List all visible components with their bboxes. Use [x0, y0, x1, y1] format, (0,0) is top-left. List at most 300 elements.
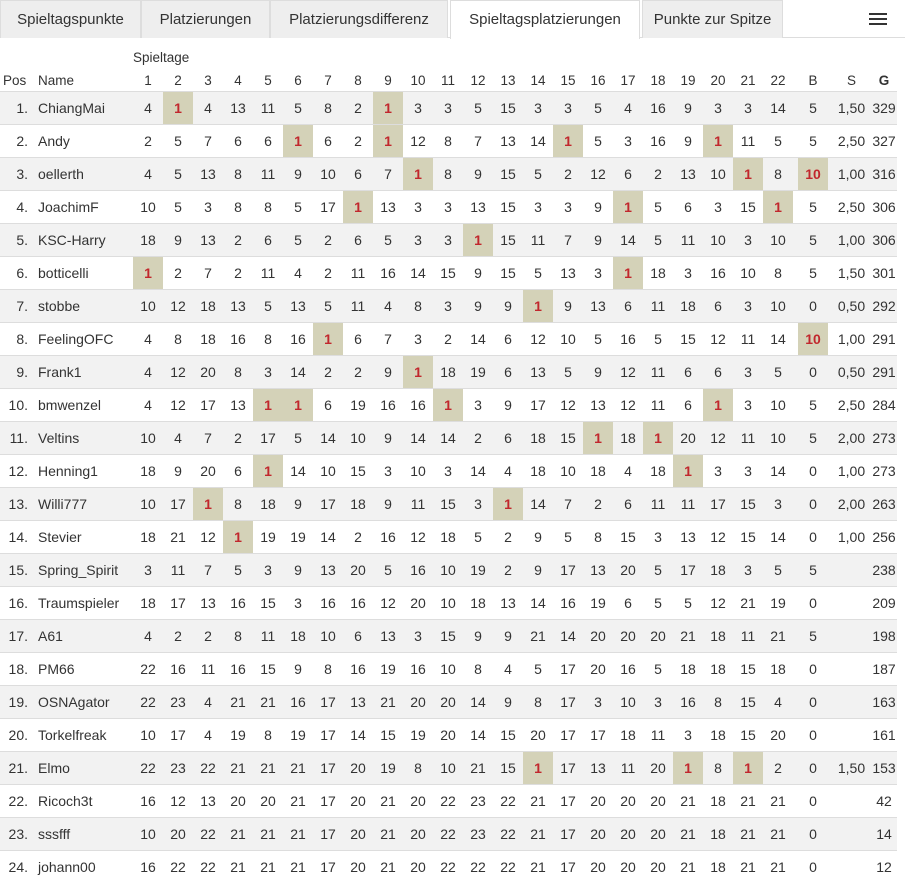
day-placement-cell: 15	[680, 331, 696, 347]
table-row[interactable]	[0, 553, 897, 586]
day-placement-cell: 10	[560, 331, 576, 347]
day-placement-cell: 18	[200, 331, 216, 347]
header-day-17: 17	[620, 73, 636, 88]
day-placement-cell: 12	[380, 595, 396, 611]
day-placement-cell: 1	[733, 158, 763, 190]
header-day-12: 12	[470, 73, 486, 88]
day-placement-cell: 18	[350, 496, 366, 512]
day-placement-cell: 5	[174, 133, 182, 149]
day-placement-cell: 10	[410, 463, 426, 479]
day-placement-cell: 13	[380, 199, 396, 215]
day-placement-cell: 16	[410, 562, 426, 578]
day-placement-cell: 1	[673, 455, 703, 487]
day-placement-cell: 8	[774, 166, 782, 182]
day-placement-cell: 3	[444, 232, 452, 248]
day-placement-cell: 21	[530, 628, 546, 644]
day-placement-cell: 15	[500, 760, 516, 776]
table-row[interactable]	[0, 520, 897, 553]
score-s-cell	[833, 554, 870, 586]
player-name: Torkelfreak	[38, 727, 107, 743]
day-placement-cell: 3	[534, 199, 542, 215]
player-name: Frank1	[38, 364, 82, 380]
day-placement-cell: 11	[620, 760, 636, 776]
day-placement-cell: 21	[770, 628, 786, 644]
table-row[interactable]	[0, 124, 897, 157]
day-placement-cell: 13	[680, 166, 696, 182]
day-placement-cell: 9	[294, 661, 302, 677]
day-placement-cell: 13	[230, 298, 246, 314]
total-g-cell: 198	[872, 628, 896, 644]
table-row[interactable]	[0, 190, 897, 223]
total-g-cell: 291	[872, 364, 896, 380]
bonus-cell: 5	[809, 397, 817, 413]
total-g-cell: 306	[872, 232, 896, 248]
day-placement-cell: 2	[654, 166, 662, 182]
row-position: 7.	[16, 298, 28, 314]
day-placement-cell: 20	[680, 430, 696, 446]
day-placement-cell: 20	[770, 727, 786, 743]
day-placement-cell: 13	[320, 562, 336, 578]
day-placement-cell: 12	[200, 529, 216, 545]
row-position: 16.	[8, 595, 28, 611]
day-placement-cell: 4	[504, 661, 512, 677]
day-placement-cell: 9	[684, 100, 692, 116]
day-placement-cell: 3	[444, 199, 452, 215]
day-placement-cell: 10	[140, 826, 156, 842]
day-placement-cell: 1	[463, 224, 493, 256]
day-placement-cell: 9	[594, 364, 602, 380]
day-placement-cell: 22	[500, 859, 516, 875]
header-day-5: 5	[264, 73, 272, 88]
day-placement-cell: 10	[320, 166, 336, 182]
day-placement-cell: 17	[320, 826, 336, 842]
table-row[interactable]	[0, 850, 897, 883]
player-name: Stevier	[38, 529, 82, 545]
day-placement-cell: 4	[144, 166, 152, 182]
day-placement-cell: 2	[234, 430, 242, 446]
day-placement-cell: 10	[710, 166, 726, 182]
day-placement-cell: 20	[590, 793, 606, 809]
day-placement-cell: 16	[290, 331, 306, 347]
day-placement-cell: 15	[500, 232, 516, 248]
day-placement-cell: 21	[530, 793, 546, 809]
day-placement-cell: 21	[680, 859, 696, 875]
day-placement-cell: 1	[283, 125, 313, 157]
day-placement-cell: 14	[440, 430, 456, 446]
day-placement-cell: 20	[200, 463, 216, 479]
day-placement-cell: 9	[684, 133, 692, 149]
day-placement-cell: 19	[470, 562, 486, 578]
day-placement-cell: 11	[410, 496, 426, 512]
day-placement-cell: 5	[594, 133, 602, 149]
day-placement-cell: 1	[253, 389, 283, 421]
day-placement-cell: 11	[350, 298, 366, 314]
header-day-2: 2	[174, 73, 182, 88]
day-placement-cell: 17	[200, 397, 216, 413]
table-row[interactable]	[0, 223, 897, 256]
day-placement-cell: 5	[264, 298, 272, 314]
day-placement-cell: 9	[594, 232, 602, 248]
day-placement-cell: 6	[624, 496, 632, 512]
header-s: S	[846, 73, 856, 88]
day-placement-cell: 10	[140, 496, 156, 512]
score-s-cell: 1,00	[837, 232, 866, 248]
total-g-cell: 42	[876, 793, 892, 809]
player-name: Spring_Spirit	[38, 562, 119, 578]
day-placement-cell: 5	[654, 331, 662, 347]
day-placement-cell: 10	[140, 430, 156, 446]
day-placement-cell: 1	[163, 92, 193, 124]
day-placement-cell: 2	[144, 133, 152, 149]
total-g-cell: 12	[876, 859, 892, 875]
table-row[interactable]	[0, 256, 897, 289]
day-placement-cell: 2	[324, 364, 332, 380]
day-placement-cell: 5	[564, 364, 572, 380]
day-placement-cell: 4	[144, 397, 152, 413]
day-placement-cell: 5	[594, 331, 602, 347]
day-placement-cell: 3	[744, 364, 752, 380]
day-placement-cell: 7	[564, 496, 572, 512]
day-placement-cell: 14	[530, 496, 546, 512]
day-placement-cell: 21	[260, 859, 276, 875]
day-placement-cell: 9	[594, 199, 602, 215]
day-placement-cell: 20	[260, 793, 276, 809]
day-placement-cell: 5	[534, 166, 542, 182]
day-placement-cell: 22	[470, 859, 486, 875]
day-placement-cell: 16	[230, 331, 246, 347]
day-placement-cell: 8	[234, 628, 242, 644]
total-g-cell: 163	[872, 694, 896, 710]
day-placement-cell: 7	[564, 232, 572, 248]
player-name: sssfff	[38, 826, 71, 842]
day-placement-cell: 11	[170, 562, 186, 578]
day-placement-cell: 10	[770, 397, 786, 413]
day-placement-cell: 19	[350, 397, 366, 413]
day-placement-cell: 5	[294, 199, 302, 215]
total-g-cell: 301	[872, 265, 896, 281]
day-placement-cell: 17	[170, 595, 186, 611]
day-placement-cell: 12	[590, 166, 606, 182]
day-placement-cell: 3	[744, 562, 752, 578]
tab-bar	[0, 0, 905, 38]
row-position: 2.	[16, 133, 28, 149]
table-row[interactable]	[0, 322, 897, 355]
table-row[interactable]	[0, 388, 897, 421]
day-placement-cell: 11	[650, 496, 666, 512]
bonus-cell: 0	[809, 661, 817, 677]
day-placement-cell: 2	[594, 496, 602, 512]
bonus-cell: 0	[809, 859, 817, 875]
day-placement-cell: 13	[470, 199, 486, 215]
table-row[interactable]	[0, 454, 897, 487]
day-placement-cell: 5	[654, 232, 662, 248]
day-placement-cell: 18	[620, 727, 636, 743]
day-placement-cell: 12	[620, 397, 636, 413]
player-name: ChiangMai	[38, 100, 105, 116]
player-name: FeelingOFC	[38, 331, 114, 347]
row-position: 3.	[16, 166, 28, 182]
day-placement-cell: 12	[170, 397, 186, 413]
day-placement-cell: 18	[530, 463, 546, 479]
day-placement-cell: 15	[740, 694, 756, 710]
player-name: Elmo	[38, 760, 70, 776]
day-placement-cell: 8	[234, 166, 242, 182]
day-placement-cell: 13	[200, 166, 216, 182]
player-name: botticelli	[38, 265, 89, 281]
day-placement-cell: 8	[234, 199, 242, 215]
day-placement-cell: 18	[710, 661, 726, 677]
day-placement-cell: 21	[680, 793, 696, 809]
bonus-cell: 5	[809, 100, 817, 116]
day-placement-cell: 22	[140, 661, 156, 677]
day-placement-cell: 22	[200, 760, 216, 776]
day-placement-cell: 6	[264, 232, 272, 248]
bonus-cell: 0	[809, 793, 817, 809]
table-row[interactable]	[0, 652, 897, 685]
day-placement-cell: 4	[294, 265, 302, 281]
day-placement-cell: 6	[684, 199, 692, 215]
score-s-cell: 2,00	[837, 430, 866, 446]
day-placement-cell: 12	[410, 529, 426, 545]
day-placement-cell: 17	[320, 694, 336, 710]
day-placement-cell: 5	[534, 661, 542, 677]
table-row[interactable]	[0, 817, 897, 850]
day-placement-cell: 21	[530, 859, 546, 875]
day-placement-cell: 9	[384, 430, 392, 446]
day-placement-cell: 5	[774, 133, 782, 149]
day-placement-cell: 6	[714, 298, 722, 314]
day-placement-cell: 21	[260, 760, 276, 776]
day-placement-cell: 10	[320, 463, 336, 479]
day-placement-cell: 16	[650, 100, 666, 116]
day-placement-cell: 21	[230, 694, 246, 710]
tab-spieltagsplatzierungen[interactable]: Spieltagsplatzierungen	[450, 0, 640, 39]
row-position: 18.	[8, 661, 28, 677]
day-placement-cell: 10	[140, 199, 156, 215]
day-placement-cell: 7	[204, 562, 212, 578]
hamburger-menu-icon[interactable]	[869, 9, 887, 29]
day-placement-cell: 3	[744, 463, 752, 479]
score-s-cell: 2,00	[837, 496, 866, 512]
score-s-cell	[833, 851, 870, 883]
day-placement-cell: 20	[620, 826, 636, 842]
day-placement-cell: 9	[174, 463, 182, 479]
tab-spieltagspunkte[interactable]: Spieltagspunkte	[0, 0, 141, 38]
header-day-16: 16	[590, 73, 606, 88]
bonus-cell: 5	[809, 199, 817, 215]
day-placement-cell: 6	[324, 397, 332, 413]
day-placement-cell: 8	[714, 694, 722, 710]
total-g-cell: 238	[872, 562, 896, 578]
day-placement-cell: 1	[613, 257, 643, 289]
day-placement-cell: 11	[740, 133, 756, 149]
day-placement-cell: 8	[324, 100, 332, 116]
day-placement-cell: 5	[294, 430, 302, 446]
day-placement-cell: 4	[624, 463, 632, 479]
day-placement-cell: 3	[414, 199, 422, 215]
table-row[interactable]	[0, 784, 897, 817]
day-placement-cell: 14	[620, 232, 636, 248]
day-placement-cell: 3	[654, 529, 662, 545]
score-s-cell: 1,00	[837, 529, 866, 545]
day-placement-cell: 20	[650, 760, 666, 776]
day-placement-cell: 21	[740, 793, 756, 809]
table-row[interactable]	[0, 421, 897, 454]
day-placement-cell: 15	[350, 463, 366, 479]
day-placement-cell: 23	[470, 826, 486, 842]
day-placement-cell: 14	[470, 694, 486, 710]
day-placement-cell: 14	[350, 727, 366, 743]
day-placement-cell: 22	[200, 826, 216, 842]
day-placement-cell: 1	[643, 422, 673, 454]
bonus-cell: 0	[809, 529, 817, 545]
day-placement-cell: 3	[414, 100, 422, 116]
day-placement-cell: 4	[204, 100, 212, 116]
day-placement-cell: 9	[504, 694, 512, 710]
score-s-cell	[833, 785, 870, 817]
score-s-cell	[833, 818, 870, 850]
score-s-cell: 0,50	[837, 298, 866, 314]
day-placement-cell: 21	[230, 826, 246, 842]
day-placement-cell: 22	[500, 826, 516, 842]
table-row[interactable]	[0, 487, 897, 520]
header-day-1: 1	[144, 73, 152, 88]
day-placement-cell: 17	[560, 727, 576, 743]
day-placement-cell: 17	[320, 727, 336, 743]
table-row[interactable]	[0, 91, 897, 124]
day-placement-cell: 2	[174, 265, 182, 281]
day-placement-cell: 15	[260, 661, 276, 677]
day-placement-cell: 20	[650, 859, 666, 875]
player-name: Traumspieler	[38, 595, 120, 611]
day-placement-cell: 21	[380, 694, 396, 710]
day-placement-cell: 20	[410, 694, 426, 710]
day-placement-cell: 14	[470, 331, 486, 347]
day-placement-cell: 4	[384, 298, 392, 314]
score-s-cell: 1,50	[837, 100, 866, 116]
day-placement-cell: 19	[770, 595, 786, 611]
day-placement-cell: 13	[350, 694, 366, 710]
day-placement-cell: 16	[230, 661, 246, 677]
day-placement-cell: 18	[140, 232, 156, 248]
day-placement-cell: 10	[350, 430, 366, 446]
header-day-6: 6	[294, 73, 302, 88]
day-placement-cell: 9	[504, 298, 512, 314]
day-placement-cell: 21	[740, 595, 756, 611]
row-position: 8.	[16, 331, 28, 347]
table-row[interactable]	[0, 157, 897, 190]
day-placement-cell: 20	[350, 562, 366, 578]
day-placement-cell: 11	[260, 265, 276, 281]
day-placement-cell: 16	[560, 595, 576, 611]
player-name: KSC-Harry	[38, 232, 106, 248]
day-placement-cell: 13	[590, 760, 606, 776]
player-name: Willi777	[38, 496, 88, 512]
tab-punkte-zur-spitze[interactable]: Punkte zur Spitze	[642, 0, 783, 38]
day-placement-cell: 10	[440, 595, 456, 611]
day-placement-cell: 21	[470, 760, 486, 776]
table-row[interactable]	[0, 619, 897, 652]
day-placement-cell: 21	[740, 826, 756, 842]
day-placement-cell: 5	[774, 364, 782, 380]
tab-platzierungen[interactable]: Platzierungen	[141, 0, 270, 38]
day-placement-cell: 20	[350, 793, 366, 809]
day-placement-cell: 11	[650, 397, 666, 413]
tab-platzierungsdifferenz[interactable]: Platzierungsdifferenz	[270, 0, 448, 38]
day-placement-cell: 16	[410, 661, 426, 677]
day-placement-cell: 6	[624, 166, 632, 182]
day-placement-cell: 11	[740, 430, 756, 446]
row-position: 5.	[16, 232, 28, 248]
day-placement-cell: 9	[474, 265, 482, 281]
day-placement-cell: 21	[770, 859, 786, 875]
day-placement-cell: 14	[560, 628, 576, 644]
day-placement-cell: 18	[710, 793, 726, 809]
row-position: 11.	[9, 430, 28, 446]
day-placement-cell: 23	[470, 793, 486, 809]
day-placement-cell: 16	[170, 661, 186, 677]
day-placement-cell: 19	[230, 727, 246, 743]
day-placement-cell: 19	[470, 364, 486, 380]
table-row[interactable]	[0, 751, 897, 784]
day-placement-cell: 8	[414, 298, 422, 314]
day-placement-cell: 22	[140, 694, 156, 710]
table-row[interactable]	[0, 289, 897, 322]
player-name: johann00	[38, 859, 96, 875]
header-day-9: 9	[384, 73, 392, 88]
table-row[interactable]	[0, 685, 897, 718]
day-placement-cell: 6	[504, 364, 512, 380]
day-placement-cell: 16	[620, 331, 636, 347]
day-placement-cell: 2	[234, 265, 242, 281]
table-row[interactable]	[0, 586, 897, 619]
player-name: A61	[38, 628, 63, 644]
day-placement-cell: 16	[140, 859, 156, 875]
day-placement-cell: 18	[440, 529, 456, 545]
day-placement-cell: 3	[444, 100, 452, 116]
day-placement-cell: 11	[650, 298, 666, 314]
day-placement-cell: 13	[530, 364, 546, 380]
bonus-cell: 0	[809, 826, 817, 842]
day-placement-cell: 2	[174, 628, 182, 644]
score-s-cell: 2,50	[837, 199, 866, 215]
day-placement-cell: 5	[384, 232, 392, 248]
day-placement-cell: 22	[170, 859, 186, 875]
day-placement-cell: 4	[774, 694, 782, 710]
day-placement-cell: 20	[530, 727, 546, 743]
day-placement-cell: 21	[530, 826, 546, 842]
day-placement-cell: 3	[384, 463, 392, 479]
day-placement-cell: 18	[200, 298, 216, 314]
day-placement-cell: 7	[204, 133, 212, 149]
header-day-13: 13	[500, 73, 516, 88]
day-placement-cell: 17	[320, 859, 336, 875]
score-s-cell: 1,00	[837, 331, 866, 347]
day-placement-cell: 13	[680, 529, 696, 545]
day-placement-cell: 2	[354, 133, 362, 149]
table-row[interactable]	[0, 718, 897, 751]
bonus-cell: 0	[809, 496, 817, 512]
bonus-cell: 10	[798, 323, 828, 355]
day-placement-cell: 11	[740, 331, 756, 347]
table-row[interactable]	[0, 355, 897, 388]
day-placement-cell: 21	[380, 859, 396, 875]
day-placement-cell: 12	[710, 331, 726, 347]
day-placement-cell: 17	[560, 661, 576, 677]
day-placement-cell: 18	[710, 562, 726, 578]
day-placement-cell: 3	[474, 397, 482, 413]
day-placement-cell: 15	[260, 595, 276, 611]
